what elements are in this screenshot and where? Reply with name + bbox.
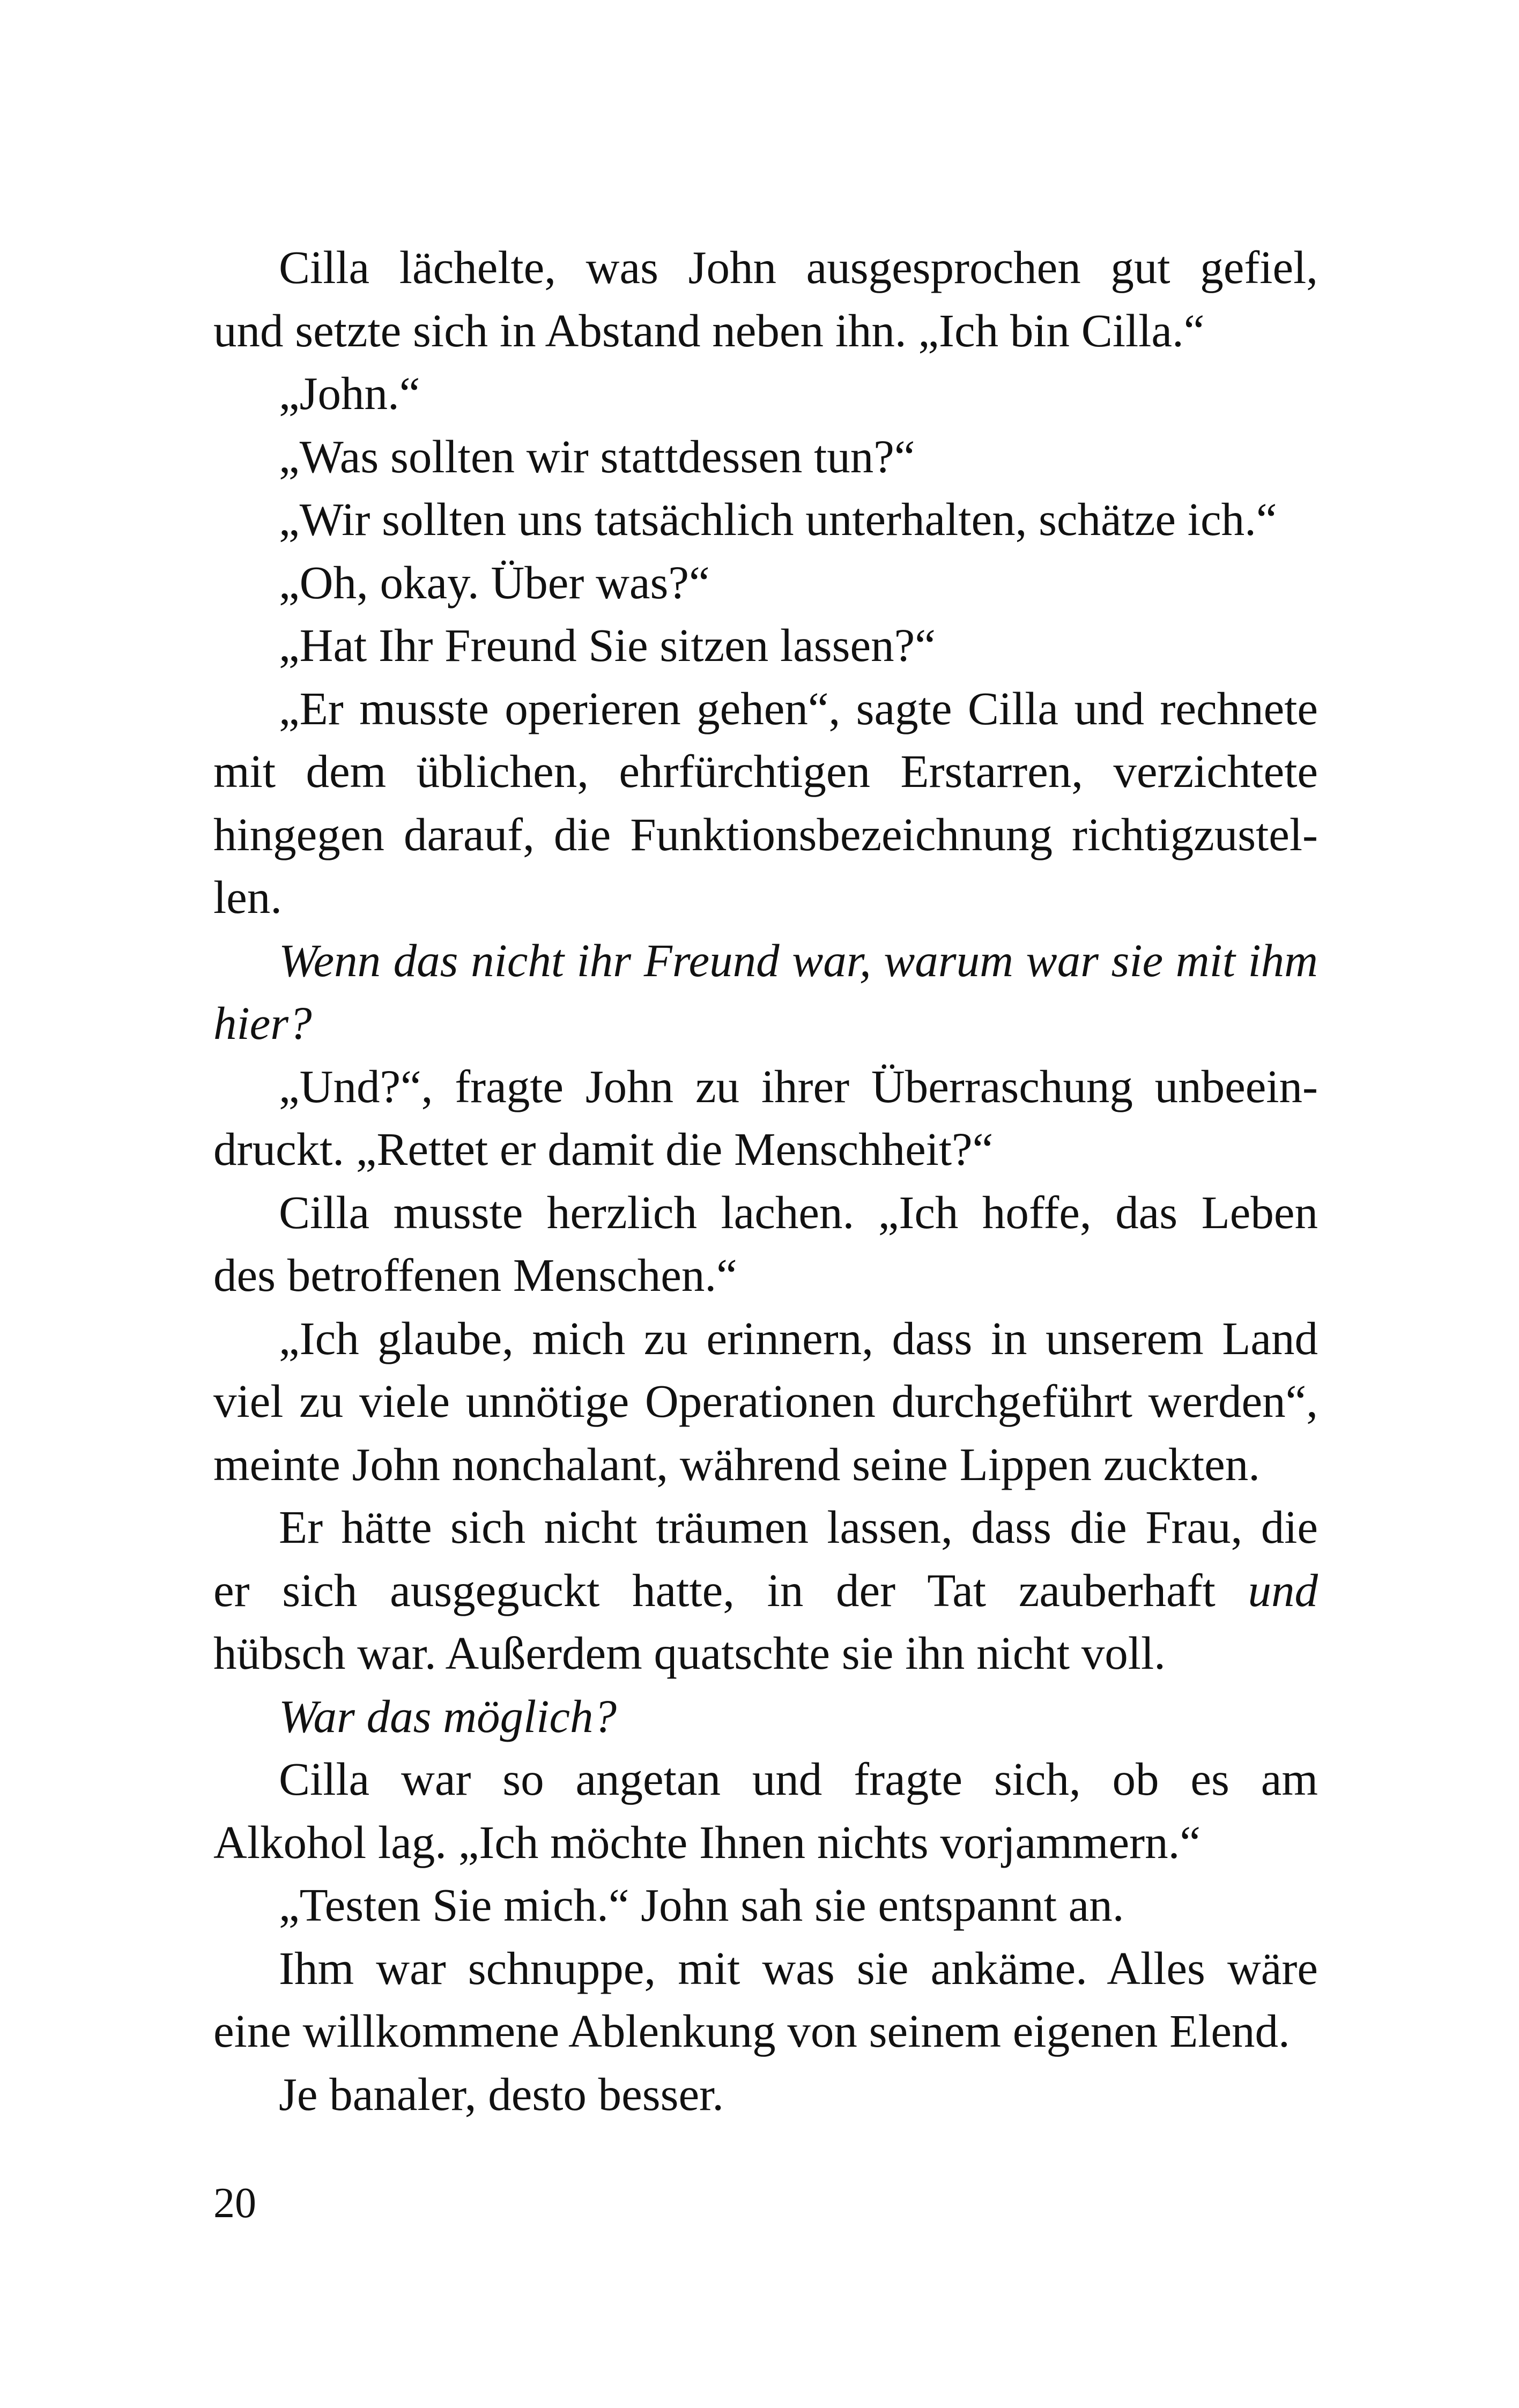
text-line: Ihm war schnuppe, mit was sie ankäme. Alles wäre	[279, 1942, 1318, 1994]
body-text	[213, 236, 1318, 2125]
text-line: Je banaler, desto besser.	[279, 2068, 724, 2120]
text-line: „Und?“, fragte John zu ihrer Überraschung unbeein-	[279, 1060, 1318, 1112]
text-line: „Was sollten wir stattdessen tun?“	[279, 430, 915, 482]
emphasis-word: und	[1248, 1564, 1318, 1616]
text-line: eine willkommene Ablenkung von seinem eigenen Elend.	[213, 2005, 1290, 2057]
text-line: „Oh, okay. Über was?“	[279, 556, 710, 608]
text-line: druckt. „Rettet er damit die Menschheit?“	[213, 1123, 994, 1175]
text-line: hübsch war. Außerdem quatschte sie ihn nicht voll.	[213, 1627, 1166, 1679]
text-line: „John.“	[279, 367, 420, 419]
text-line: „Testen Sie mich.“ John sah sie entspannt an.	[279, 1879, 1124, 1931]
text-line: des betroffenen Menschen.“	[213, 1249, 737, 1301]
text-line: hingegen darauf, die Funktionsbezeichnung richtigzustel-	[213, 808, 1318, 860]
text-line: meinte John nonchalant, während seine Lippen zuckten.	[213, 1438, 1261, 1490]
text-line: Cilla lächelte, was John ausgesprochen gut gefiel,	[279, 241, 1318, 293]
text-line: Alkohol lag. „Ich möchte Ihnen nichts vorjammern.“	[213, 1816, 1201, 1868]
text-line: und setzte sich in Abstand neben ihn. „Ich bin Cilla.“	[213, 304, 1205, 356]
text-line: Cilla musste herzlich lachen. „Ich hoffe, das Leben	[279, 1186, 1318, 1238]
text-segment: er sich ausgeguckt hatte, in der Tat zauberhaft	[213, 1564, 1248, 1616]
text-line: „Ich glaube, mich zu erinnern, dass in unserem Land	[279, 1312, 1318, 1364]
text-line: mit dem üblichen, ehrfürchtigen Erstarren, verzichtete	[213, 745, 1318, 797]
text-line: „Er musste operieren gehen“, sagte Cilla und rechnete	[279, 682, 1318, 734]
italic-text-line: hier?	[213, 997, 312, 1049]
text-line: „Hat Ihr Freund Sie sitzen lassen?“	[279, 619, 936, 671]
text-line: „Wir sollten uns tatsächlich unterhalten, schätze ich.“	[279, 493, 1277, 545]
italic-text-line: War das möglich?	[279, 1690, 617, 1742]
page-number: 20	[213, 2180, 256, 2227]
text-line: viel zu viele unnötige Operationen durchgeführt werden“,	[213, 1375, 1318, 1427]
italic-text-line: Wenn das nicht ihr Freund war, warum war sie mit ihm	[279, 934, 1318, 986]
text-line: len.	[213, 871, 283, 923]
text-line	[213, 1559, 1318, 1622]
text-line: Er hätte sich nicht träumen lassen, dass die Frau, die	[279, 1501, 1318, 1553]
text-line: Cilla war so angetan und fragte sich, ob es am	[279, 1753, 1318, 1805]
